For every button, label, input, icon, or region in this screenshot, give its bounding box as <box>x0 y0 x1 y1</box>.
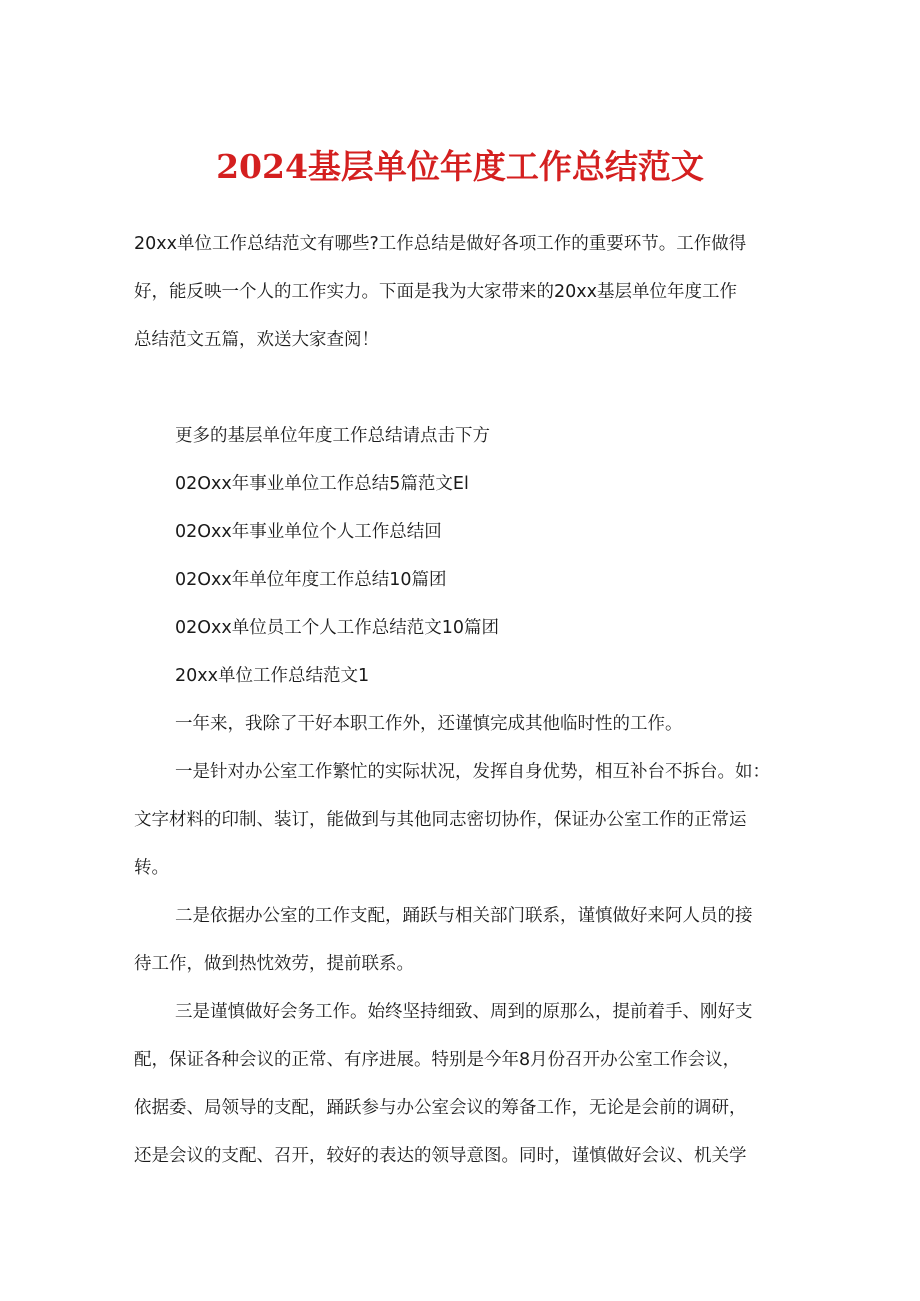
body-line: 待工作，做到热忱效劳，提前联系。 <box>134 954 414 974</box>
body-line: 文字材料的印制、装订，能做到与其他同志密切协作，保证办公室工作的正常运 <box>134 810 747 830</box>
body-line: 配，保证各种会议的正常、有序进展。特别是今年8月份召开办公室工作会议， <box>134 1050 741 1070</box>
related-link[interactable]: 02Oxx年事业单位工作总结5篇范文El <box>175 474 469 494</box>
body-line: 一年来，我除了干好本职工作外，还谨慎完成其他临时性的工作。 <box>175 714 683 734</box>
body-line: 依据委、局领导的支配，踊跃参与办公室会议的筹备工作，无论是会前的调研， <box>134 1098 747 1118</box>
body-line: 还是会议的支配、召开，较好的表达的领导意图。同时，谨慎做好会议、机关学 <box>134 1146 747 1166</box>
section-heading: 20xx单位工作总结范文1 <box>175 666 370 686</box>
document-title: 2024基层单位年度工作总结范文 <box>216 147 704 186</box>
intro-line: 20xx单位工作总结范文有哪些?工作总结是做好各项工作的重要环节。工作做得 <box>134 234 747 254</box>
body-line: 一是针对办公室工作繁忙的实际状况，发挥自身优势，相互补台不拆台。如： <box>175 762 770 782</box>
related-link[interactable]: 02Oxx单位员工个人工作总结范文10篇团 <box>175 618 500 638</box>
intro-line: 总结范文五篇，欢送大家查阅！ <box>134 330 379 350</box>
body-line: 二是依据办公室的工作支配，踊跃与相关部门联系，谨慎做好来阿人员的接 <box>175 906 753 926</box>
body-line: 转。 <box>134 858 169 878</box>
body-line: 三是谨慎做好会务工作。始终坚持细致、周到的原那么，提前着手、刚好支 <box>175 1002 753 1022</box>
more-links-heading: 更多的基层单位年度工作总结请点击下方 <box>175 426 490 446</box>
intro-line: 好，能反映一个人的工作实力。下面是我为大家带来的20xx基层单位年度工作 <box>134 282 737 302</box>
related-link[interactable]: 02Oxx年事业单位个人工作总结回 <box>175 522 442 542</box>
related-link[interactable]: 02Oxx年单位年度工作总结10篇团 <box>175 570 447 590</box>
